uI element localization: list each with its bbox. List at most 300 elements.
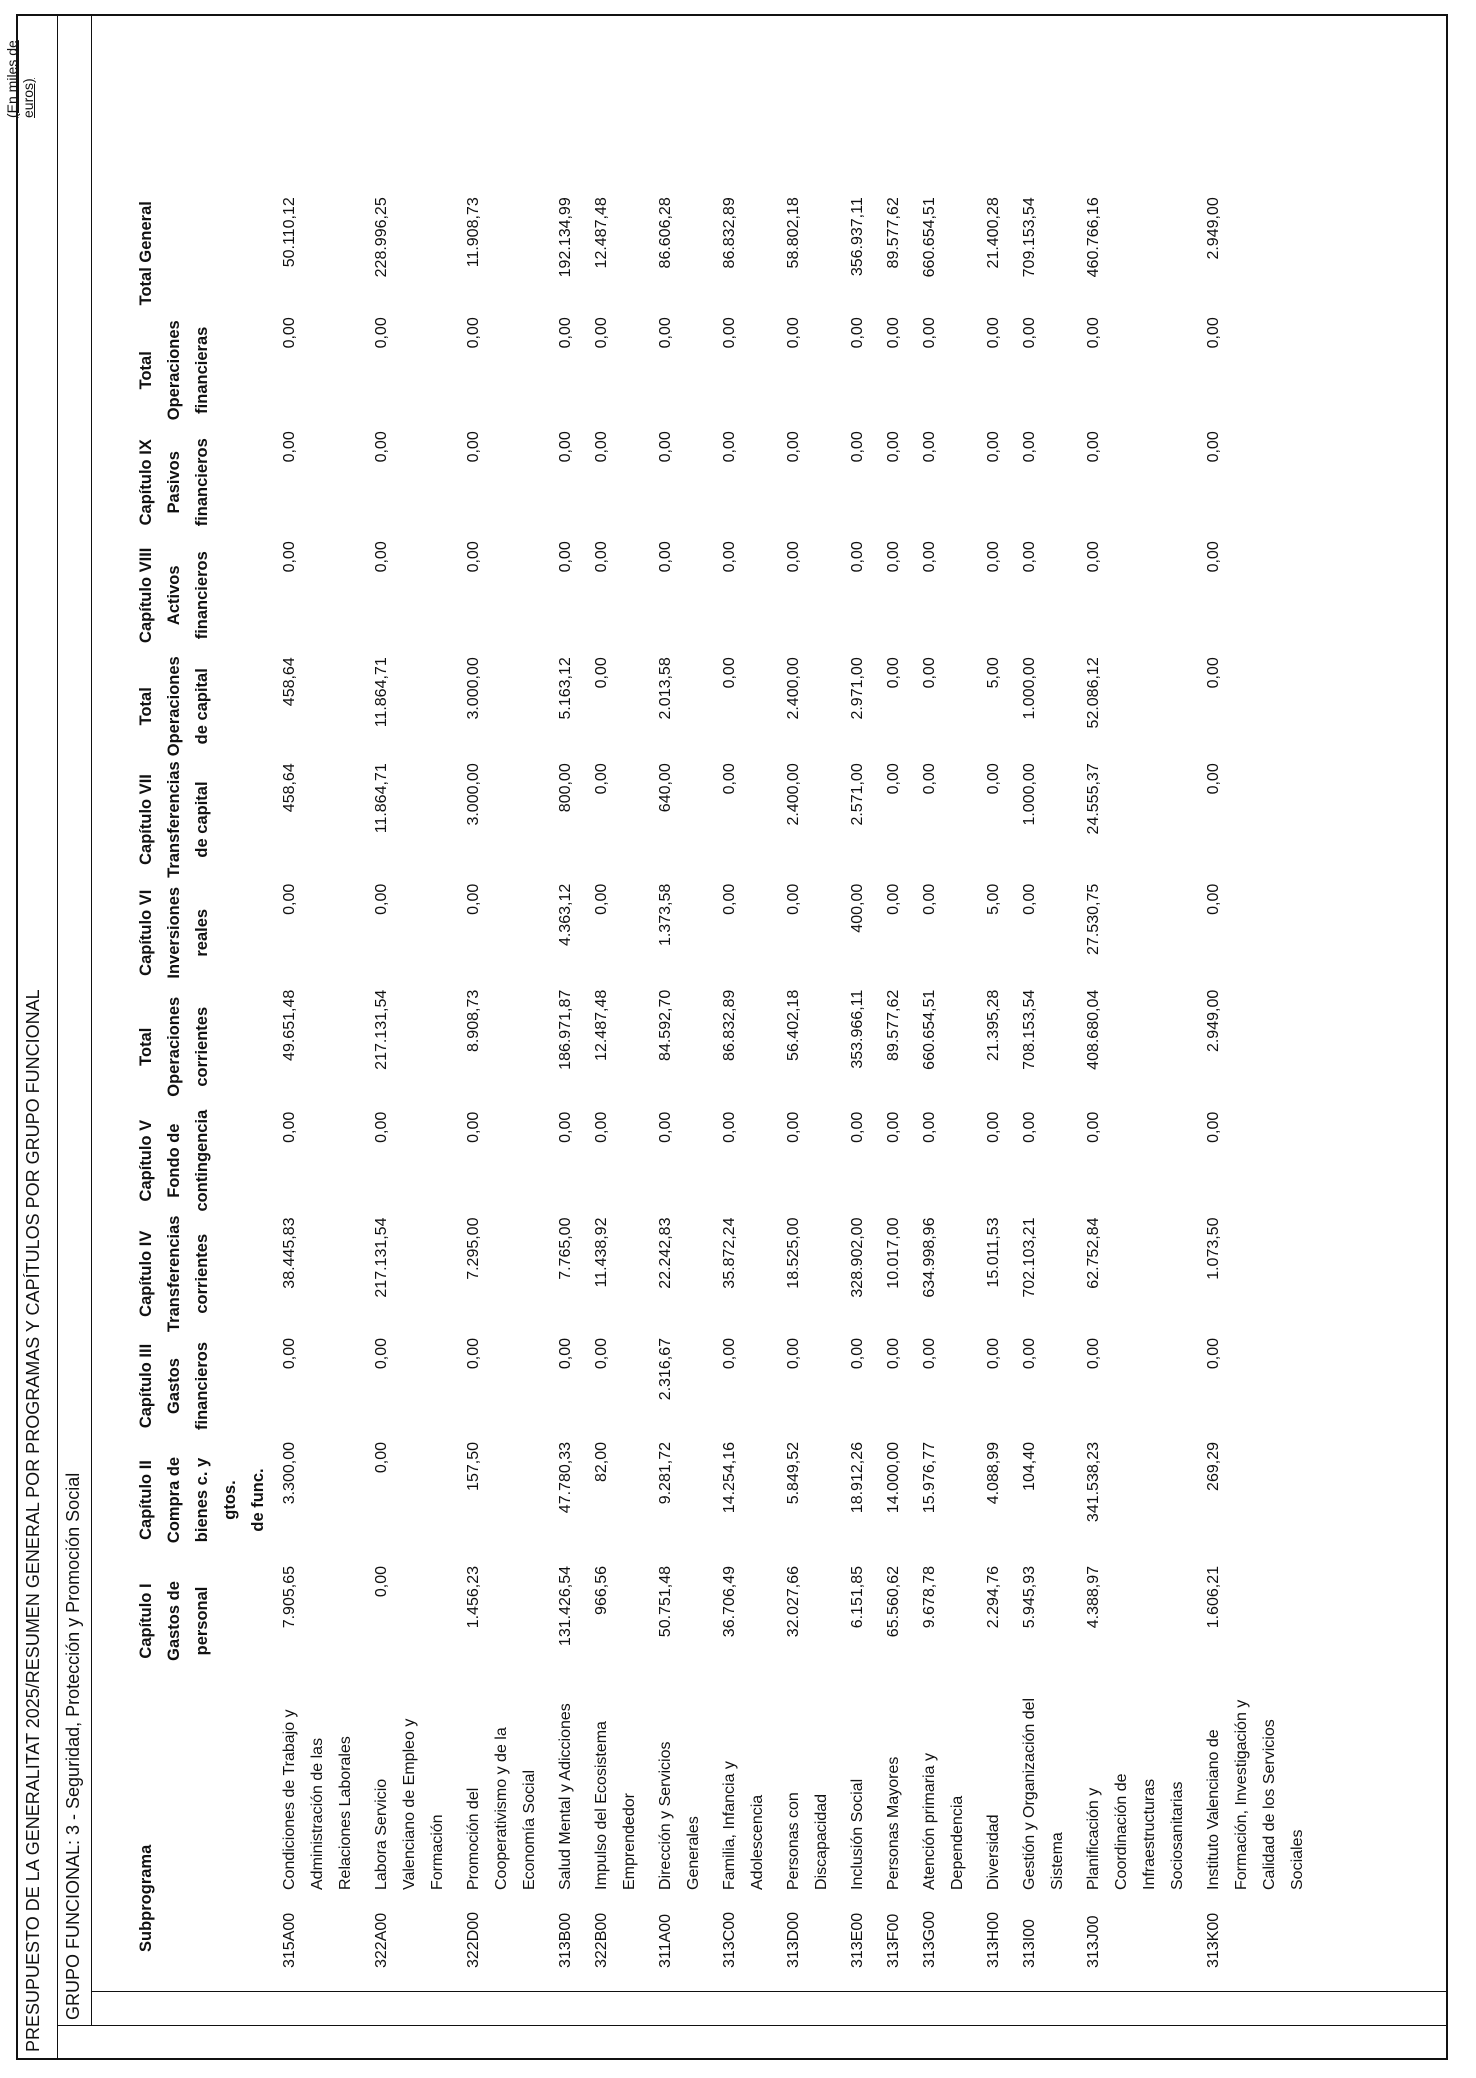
subprogram-code: 315A00 (281, 1912, 298, 1968)
subprogram-code: 313E00 (849, 1912, 866, 1968)
subprogram-name-line: Sociosanitarias (1169, 1781, 1186, 1890)
column-header (126, 653, 272, 759)
value-cell: 32.027,66 (785, 1566, 802, 1638)
value-cell: 0,00 (657, 317, 674, 349)
value-cell: 8.908,73 (465, 989, 482, 1053)
table-row (1076, 193, 1196, 1972)
value-cell: 0,00 (785, 1338, 802, 1370)
subprogram-name-line: Diversidad (985, 1814, 1002, 1890)
value-cell: 0,00 (373, 317, 390, 349)
value-cell: 4.388,97 (1085, 1566, 1102, 1629)
value-cell: 21.400,28 (985, 197, 1002, 269)
value-cell: 3.300,00 (281, 1442, 298, 1505)
subprogram-name (1196, 1680, 1316, 1894)
subprogram-name-line: Familia, Infancia y (721, 1761, 738, 1890)
value-cell: 0,00 (593, 431, 610, 463)
subprogram-name (976, 1680, 1012, 1894)
value-cell: 192.134,99 (557, 197, 574, 278)
value-cell: 400,00 (849, 883, 866, 933)
subprogram-code: 313F00 (885, 1913, 902, 1968)
value-cell: 0,00 (885, 1111, 902, 1143)
subprogram-name-line: Relaciones Laborales (337, 1736, 354, 1890)
value-cell: 9.281,72 (657, 1442, 674, 1505)
subprogram-name-line: Atención primaria y (921, 1753, 938, 1890)
value-cell: 49.651,48 (281, 989, 298, 1061)
value-cell: 0,00 (1085, 1111, 1102, 1143)
value-cell: 84.592,70 (657, 989, 674, 1061)
value-cell: 640,00 (657, 763, 674, 813)
column-header-line: corrientes (193, 1233, 211, 1314)
value-cell: 27.530,75 (1085, 883, 1102, 955)
value-cell: 12.487,48 (593, 989, 610, 1061)
value-cell: 0,00 (985, 541, 1002, 573)
value-cell: 1.606,21 (1205, 1566, 1222, 1629)
value-cell: 0,00 (785, 431, 802, 463)
column-header (126, 759, 272, 879)
value-cell: 86.832,89 (721, 197, 738, 269)
value-cell: 0,00 (985, 763, 1002, 795)
value-cell: 36.706,49 (721, 1566, 738, 1638)
value-cell: 0,00 (1205, 541, 1222, 573)
subprogram-name-line: Sociales (1289, 1829, 1306, 1890)
value-cell: 341.538,23 (1085, 1442, 1102, 1523)
subprogram-name-line: Sistema (1049, 1832, 1066, 1890)
functional-group-label: GRUPO FUNCIONAL: 3 - Seguridad, Protección y Promoción Social (58, 16, 92, 2026)
subprogram-name-line: Personas Mayores (885, 1756, 902, 1890)
column-header-line: Capítulo IX (137, 439, 155, 526)
value-cell: 0,00 (721, 317, 738, 349)
value-cell: 35.872,24 (721, 1217, 738, 1289)
value-cell: 0,00 (885, 431, 902, 463)
value-cell: 47.780,33 (557, 1442, 574, 1514)
subprogram-name (1076, 1680, 1196, 1894)
table-row (456, 193, 548, 1972)
subprogram-name-line: Impulso del Ecosistema (593, 1721, 610, 1890)
subprogram-code: 313J00 (1085, 1915, 1102, 1968)
subprogram-name-line: Formación, Investigación y (1233, 1699, 1250, 1890)
subprogram-code: 313H00 (985, 1911, 1002, 1968)
table-row (1012, 193, 1076, 1972)
subprogram-name-line: Inclusión Social (849, 1778, 866, 1890)
value-cell: 458,64 (281, 763, 298, 813)
value-cell: 3.000,00 (465, 763, 482, 826)
subprogram-code: 313C00 (721, 1911, 738, 1968)
subprogram-name (456, 1680, 548, 1894)
table-row (876, 193, 912, 1972)
column-header (126, 880, 272, 986)
value-cell: 5.849,52 (785, 1442, 802, 1505)
value-cell: 0,00 (849, 1338, 866, 1370)
value-cell: 0,00 (885, 317, 902, 349)
column-header-line: de func. (249, 1468, 267, 1532)
value-cell: 0,00 (921, 317, 938, 349)
value-cell: 0,00 (281, 1111, 298, 1143)
value-cell: 11.864,71 (373, 657, 390, 728)
value-cell: 0,00 (593, 317, 610, 349)
value-cell: 0,00 (281, 883, 298, 915)
column-header-line: corrientes (193, 1006, 211, 1087)
value-cell: 14.254,16 (721, 1442, 738, 1514)
table-row (548, 193, 584, 1972)
value-cell: 0,00 (593, 1111, 610, 1143)
subprogram-name-line: Salud Mental y Adicciones (557, 1703, 574, 1890)
value-cell: 0,00 (1085, 431, 1102, 463)
value-cell: 0,00 (721, 1111, 738, 1143)
column-header-line: Subprograma (137, 1844, 155, 1952)
value-cell: 2.400,00 (785, 657, 802, 720)
value-cell: 0,00 (1205, 1338, 1222, 1370)
value-cell: 14.000,00 (885, 1442, 902, 1514)
value-cell: 0,00 (1021, 1338, 1038, 1370)
subprogram-code: 313B00 (557, 1912, 574, 1968)
subprogram-name-line: Coordinación de (1113, 1773, 1130, 1890)
value-cell: 0,00 (921, 541, 938, 573)
subprogram-name-line: Discapacidad (813, 1793, 830, 1890)
value-cell: 660.654,51 (921, 197, 938, 278)
subprogram-name-line: Instituto Valenciano de (1205, 1729, 1222, 1890)
value-cell: 2.571,00 (849, 763, 866, 826)
column-header-line: Total (137, 1027, 155, 1066)
subprogram-name (840, 1680, 876, 1894)
table-row (1196, 193, 1316, 1972)
table-header (126, 193, 272, 1972)
value-cell: 12.487,48 (593, 197, 610, 269)
value-cell: 0,00 (885, 1338, 902, 1370)
value-cell: 0,00 (785, 883, 802, 915)
value-cell: 0,00 (373, 1566, 390, 1598)
value-cell: 0,00 (373, 431, 390, 463)
value-cell: 634.998,96 (921, 1217, 938, 1298)
value-cell: 0,00 (721, 541, 738, 573)
value-cell: 0,00 (1205, 1111, 1222, 1143)
value-cell: 328.902,00 (849, 1217, 866, 1298)
value-cell: 228.996,25 (373, 197, 390, 278)
value-cell: 0,00 (921, 431, 938, 463)
table-row (912, 193, 976, 1972)
value-cell: 0,00 (657, 541, 674, 573)
column-header-line: financieros (193, 551, 211, 640)
column-header (126, 537, 272, 653)
value-cell: 10.017,00 (885, 1217, 902, 1289)
value-cell: 0,00 (1085, 317, 1102, 349)
value-cell: 353.966,11 (849, 989, 866, 1069)
units-note: (En miles de euros) (4, 40, 36, 118)
value-cell: 0,00 (985, 317, 1002, 349)
value-cell: 217.131,54 (373, 1217, 390, 1298)
value-cell: 15.011,53 (985, 1217, 1002, 1288)
column-header-line: Capítulo V (137, 1119, 155, 1202)
subprogram-name-line: Condiciones de Trabajo y (281, 1709, 298, 1890)
column-header-line: Fondo de (165, 1123, 183, 1198)
subprogram-code: 322D00 (465, 1911, 482, 1968)
table-row (776, 193, 840, 1972)
value-cell: 702.103,21 (1021, 1217, 1038, 1298)
column-header (126, 193, 272, 313)
value-cell: 709.153,54 (1021, 197, 1038, 278)
subprogram-code: 322B00 (593, 1912, 610, 1968)
value-cell: 89.577,62 (885, 197, 902, 269)
value-cell: 800,00 (557, 763, 574, 813)
value-cell: 0,00 (1021, 1111, 1038, 1143)
subprogram-name-line: Gestión y Organización del (1021, 1697, 1038, 1890)
subprogram-name-line: Adolescencia (749, 1794, 766, 1890)
subprogram-code: 313D00 (785, 1911, 802, 1968)
column-header-line: Capítulo I (137, 1583, 155, 1659)
left-margin-column-1 (58, 2025, 1446, 2058)
value-cell: 0,00 (465, 317, 482, 349)
value-cell: 82,00 (593, 1442, 610, 1483)
subprogram-name-line: Formación (429, 1814, 446, 1890)
value-cell: 0,00 (921, 883, 938, 915)
column-header-line: Operaciones (165, 656, 183, 757)
value-cell: 0,00 (373, 541, 390, 573)
subprogram-name (548, 1680, 584, 1894)
value-cell: 89.577,62 (885, 989, 902, 1061)
value-cell: 4.363,12 (557, 883, 574, 947)
value-cell: 50.110,12 (281, 197, 298, 268)
value-cell: 52.086,12 (1085, 657, 1102, 729)
value-cell: 0,00 (465, 431, 482, 463)
column-header-line: financieros (193, 1341, 211, 1431)
report-frame (16, 14, 1448, 2060)
value-cell: 0,00 (1205, 657, 1222, 689)
value-cell: 0,00 (465, 883, 482, 915)
value-cell: 0,00 (1205, 431, 1222, 463)
subprogram-name (272, 1680, 364, 1894)
value-cell: 460.766,16 (1085, 197, 1102, 278)
value-cell: 0,00 (721, 1338, 738, 1370)
subprogram-name-line: Planificación y (1085, 1787, 1102, 1890)
column-header-line: financieros (193, 438, 211, 527)
column-header-line: Compra de (165, 1456, 183, 1544)
subprogram-name-line: Dirección y Servicios (657, 1741, 674, 1890)
value-cell: 5,00 (985, 657, 1002, 689)
value-cell: 0,00 (465, 1111, 482, 1143)
subprogram-name-line: Emprendedor (621, 1793, 638, 1890)
column-header-line: Total (137, 687, 155, 726)
column-header-line: Activos (165, 565, 183, 626)
value-cell: 3.000,00 (465, 657, 482, 720)
value-cell: 1.000,00 (1021, 763, 1038, 826)
value-cell: 0,00 (849, 431, 866, 463)
value-cell: 0,00 (281, 317, 298, 349)
value-cell: 18.525,00 (785, 1217, 802, 1289)
table-row (976, 193, 1012, 1972)
value-cell: 0,00 (281, 1338, 298, 1370)
value-cell: 0,00 (921, 1338, 938, 1370)
subprogram-name-line: Administración de las (309, 1737, 326, 1890)
value-cell: 0,00 (885, 657, 902, 689)
subprogram-code: 322A00 (373, 1912, 390, 1968)
value-cell: 2.400,00 (785, 763, 802, 826)
value-cell: 0,00 (373, 1111, 390, 1143)
column-header-line: Gastos (165, 1358, 183, 1414)
value-cell: 0,00 (1205, 763, 1222, 795)
value-cell: 0,00 (885, 763, 902, 795)
table-row (272, 193, 364, 1972)
value-cell: 22.242,83 (657, 1217, 674, 1289)
value-cell: 0,00 (1085, 1338, 1102, 1370)
value-cell: 0,00 (1205, 883, 1222, 915)
table-body (272, 193, 1316, 1972)
value-cell: 0,00 (721, 657, 738, 689)
value-cell: 65.560,62 (885, 1566, 902, 1638)
column-header-line: Total General (137, 201, 155, 306)
column-header-line: reales (193, 908, 211, 957)
value-cell: 9.678,78 (921, 1566, 938, 1629)
subprogram-name (648, 1680, 712, 1894)
subprogram-code: 313K00 (1205, 1912, 1222, 1968)
value-cell: 2.949,00 (1205, 989, 1222, 1053)
value-cell: 5,00 (985, 883, 1002, 915)
value-cell: 6.151,85 (849, 1566, 866, 1629)
value-cell: 7.765,00 (557, 1217, 574, 1280)
value-cell: 0,00 (921, 763, 938, 795)
value-cell: 0,00 (1021, 431, 1038, 463)
value-cell: 1.000,00 (1021, 657, 1038, 720)
column-header-line: Inversiones (165, 886, 183, 979)
subprogram-name (584, 1680, 648, 1894)
value-cell: 0,00 (593, 657, 610, 689)
subprogram-name (876, 1680, 912, 1894)
table-row (648, 193, 712, 1972)
value-cell: 0,00 (465, 1338, 482, 1370)
value-cell: 21.395,28 (985, 989, 1002, 1061)
column-header-line: Pasivos (165, 451, 183, 514)
value-cell: 0,00 (657, 1111, 674, 1143)
value-cell: 157,50 (465, 1442, 482, 1491)
value-cell: 62.752,84 (1085, 1217, 1102, 1289)
value-cell: 217.131,54 (373, 989, 390, 1070)
column-header-line: bienes c. y gtos. (193, 1457, 239, 1543)
subprogram-name (1012, 1680, 1076, 1894)
value-cell: 7.295,00 (465, 1217, 482, 1280)
column-header (126, 1438, 272, 1562)
column-header-line: personal (193, 1586, 211, 1656)
value-cell: 2.971,00 (849, 657, 866, 720)
value-cell: 0,00 (281, 431, 298, 463)
value-cell: 11.908,73 (465, 197, 482, 268)
value-cell: 0,00 (281, 541, 298, 573)
subprogram-code: 311A00 (657, 1914, 674, 1968)
value-cell: 5.163,12 (557, 657, 574, 720)
subprogram-name-line: Personas con (785, 1792, 802, 1890)
value-cell: 408.680,04 (1085, 989, 1102, 1070)
column-header-line: de capital (193, 781, 211, 858)
value-cell: 0,00 (985, 1111, 1002, 1143)
value-cell: 0,00 (1021, 541, 1038, 573)
value-cell: 0,00 (593, 541, 610, 573)
value-cell: 56.402,18 (785, 989, 802, 1061)
column-header-line: Operaciones (165, 996, 183, 1097)
subprogram-name (776, 1680, 840, 1894)
value-cell: 966,56 (593, 1566, 610, 1615)
column-header (126, 1214, 272, 1334)
subprogram-name-line: Valenciano de Empleo y (401, 1718, 418, 1890)
column-header-line: Capítulo III (137, 1343, 155, 1429)
value-cell: 0,00 (849, 317, 866, 349)
subprogram-name-line: Infraestructuras (1141, 1778, 1158, 1890)
value-cell: 0,00 (557, 431, 574, 463)
subprogram-name-line: Calidad de los Servicios (1261, 1719, 1278, 1890)
value-cell: 0,00 (593, 763, 610, 795)
value-cell: 0,00 (657, 431, 674, 463)
value-cell: 0,00 (1021, 317, 1038, 349)
column-header (126, 1108, 272, 1214)
report-title: PRESUPUESTO DE LA GENERALITAT 2025/RESUMEN GENERAL POR PROGRAMAS Y CAPÍTULOS POR GRUPO FUNCIONAL (18, 16, 58, 2058)
value-cell: 24.555,37 (1085, 763, 1102, 835)
column-header-line: Transferencias (165, 1215, 183, 1332)
subprogram-name-line: Dependencia (949, 1795, 966, 1890)
value-cell: 0,00 (557, 1338, 574, 1370)
column-header-line: Transferencias (165, 761, 183, 878)
header-row (126, 193, 272, 1972)
value-cell: 458,64 (281, 657, 298, 707)
value-cell: 50.751,48 (657, 1566, 674, 1638)
column-header-line: financieras (193, 326, 211, 414)
column-header-line: de capital (193, 668, 211, 745)
column-header (126, 986, 272, 1108)
table-row (712, 193, 776, 1972)
column-header (126, 1334, 272, 1438)
value-cell: 0,00 (785, 541, 802, 573)
column-header-line: Total (137, 351, 155, 390)
value-cell: 0,00 (985, 431, 1002, 463)
value-cell: 0,00 (557, 541, 574, 573)
value-cell: 0,00 (1021, 883, 1038, 915)
column-header-line: Capítulo VI (137, 889, 155, 976)
value-cell: 0,00 (921, 1111, 938, 1143)
value-cell: 11.864,71 (373, 763, 390, 834)
value-cell: 15.976,77 (921, 1442, 938, 1514)
value-cell: 86.606,28 (657, 197, 674, 269)
value-cell: 0,00 (557, 1111, 574, 1143)
subprogram-name (912, 1680, 976, 1894)
value-cell: 0,00 (721, 763, 738, 795)
table-row (840, 193, 876, 1972)
value-cell: 0,00 (985, 1338, 1002, 1370)
value-cell: 660.654,51 (921, 989, 938, 1070)
column-header-line: Gastos de (165, 1581, 183, 1661)
subprogram-code: 313G00 (921, 1911, 938, 1968)
value-cell: 0,00 (721, 883, 738, 915)
value-cell: 0,00 (885, 883, 902, 915)
value-cell: 2.949,00 (1205, 197, 1222, 260)
value-cell: 131.426,54 (557, 1566, 574, 1647)
value-cell: 0,00 (465, 541, 482, 573)
subprogram-code: 313I00 (1021, 1919, 1038, 1968)
value-cell: 4.088,99 (985, 1442, 1002, 1505)
subprogram-name-line: Cooperativismo y de la (493, 1727, 510, 1890)
column-header-line: Capítulo VII (137, 774, 155, 865)
value-cell: 7.905,65 (281, 1566, 298, 1629)
column-header-line: Capítulo VIII (137, 547, 155, 643)
column-header-line: Operaciones (165, 320, 183, 421)
value-cell: 2.316,67 (657, 1338, 674, 1401)
value-cell: 269,29 (1205, 1442, 1222, 1491)
column-header-line: Capítulo IV (137, 1230, 155, 1317)
value-cell: 5.945,93 (1021, 1566, 1038, 1629)
table-row (584, 193, 648, 1972)
value-cell: 0,00 (593, 1338, 610, 1370)
subprogram-name (712, 1680, 776, 1894)
value-cell: 0,00 (373, 1442, 390, 1474)
value-cell: 1.373,58 (657, 883, 674, 947)
table-row (364, 193, 456, 1972)
subprogram-name (364, 1680, 456, 1894)
value-cell: 0,00 (785, 317, 802, 349)
column-header-line: contingencia (193, 1109, 211, 1212)
